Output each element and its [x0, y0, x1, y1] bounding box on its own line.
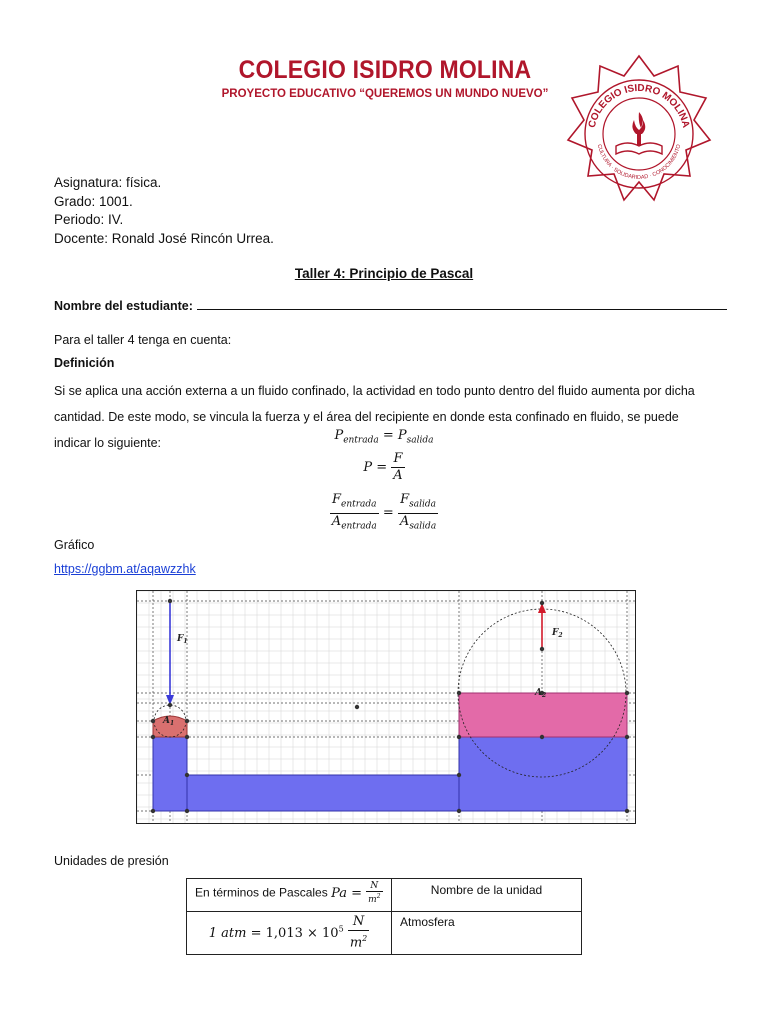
- student-name-label: Nombre del estudiante:: [54, 299, 193, 313]
- geometry-point: [185, 719, 189, 723]
- geometry-point: [540, 735, 544, 739]
- geometry-point: [457, 809, 461, 813]
- school-motto: PROYECTO EDUCATIVO “QUEREMOS UN MUNDO NUEVO”: [221, 88, 549, 100]
- school-logo: [566, 54, 712, 208]
- geometry-point: [625, 809, 629, 813]
- label-f1: $F_1$: [177, 634, 188, 645]
- period-line: Periodo: IV.: [54, 212, 124, 227]
- equation-pressure-definition: P = $\frac{F}{A}$: [363, 451, 403, 483]
- pressure-units-table: [186, 878, 582, 955]
- geogebra-link[interactable]: https://ggbm.at/aqawzzhk: [54, 562, 196, 576]
- geometry-point: [625, 735, 629, 739]
- header-unit-name: Nombre de la unidad: [392, 879, 582, 912]
- large-piston-area: [459, 693, 627, 737]
- geometry-point: [457, 691, 461, 695]
- pascal-hydraulic-diagram: [136, 590, 636, 824]
- label-a1: $A_1$: [163, 716, 175, 727]
- table-header-row: [187, 879, 582, 912]
- geometry-point: [355, 705, 359, 709]
- geometry-point: [457, 773, 461, 777]
- fluid-left-column: [153, 737, 187, 811]
- geometry-point: [151, 735, 155, 739]
- teacher-line: Docente: Ronald José Rincón Urrea.: [54, 230, 274, 246]
- course-info: [54, 174, 274, 248]
- table-row: [187, 912, 582, 955]
- equation-force-area-ratio: $\frac{F_{entrada}}{A_{entrada}}$ = $\frac{F_{salida}}{A_{salida}}$: [331, 492, 437, 532]
- logo-values-text: CULTURA · SOLIDARIDAD · CONOCIMIENTO: [595, 143, 683, 181]
- geometry-point: [625, 691, 629, 695]
- logo-ring-text: COLEGIO ISIDRO MOLINA: [586, 82, 692, 130]
- fluid-right-column: [459, 737, 627, 811]
- worksheet-title: Taller 4: Principio de Pascal: [294, 266, 474, 281]
- equation-pressure-equality: $P_{entrada} = P_{salida}$: [334, 428, 434, 446]
- definition-text: Si se aplica una acción externa a un fluido confinado, la actividad en todo punto dentro del fluido aumenta por dicha cantidad. De este modo, se vincula la fuerza y el área del recipiente en donde esta confinado en fluido, se puede indicar lo siguiente:: [54, 384, 695, 450]
- subject-line: Asignatura: física.: [54, 175, 162, 190]
- atm-value-cell: 1 atm = $1,013 \times 10^5$ $\frac{N}{m^2}$: [187, 912, 392, 955]
- svg-text:CULTURA · SOLIDARIDAD · CONOCI: [596, 143, 683, 181]
- geometry-point: [185, 809, 189, 813]
- grade-line: Grado: 1001.: [54, 193, 133, 209]
- fluid-bottom-channel: [187, 775, 459, 811]
- geometry-point: [457, 735, 461, 739]
- geometry-point: [168, 703, 172, 707]
- logo-torch-icon: [632, 112, 645, 134]
- svg-text:COLEGIO ISIDRO MOLINA: [587, 83, 691, 129]
- geometry-point: [151, 719, 155, 723]
- graph-heading: Gráfico: [54, 538, 95, 552]
- geometry-point: [185, 735, 189, 739]
- header-pascal-terms: En términos de Pascales Pa = $\frac{N}{m^2}$: [187, 879, 392, 912]
- geometry-point: [540, 647, 544, 651]
- geometry-point: [168, 599, 172, 603]
- label-a2: $A_2$: [535, 688, 547, 699]
- geometry-point: [151, 809, 155, 813]
- school-name: COLEGIO ISIDRO MOLINA: [238, 56, 532, 84]
- definition-heading: Definición: [54, 356, 115, 370]
- atm-name-cell: Atmosfera: [392, 912, 582, 955]
- geometry-point: [185, 773, 189, 777]
- intro-text: Para el taller 4 tenga en cuenta:: [54, 333, 232, 347]
- units-heading: Unidades de presión: [54, 854, 169, 868]
- label-f2: $F_2$: [552, 628, 563, 639]
- student-name-field: [54, 296, 727, 313]
- geometry-point: [540, 601, 544, 605]
- student-name-blank[interactable]: [197, 296, 727, 310]
